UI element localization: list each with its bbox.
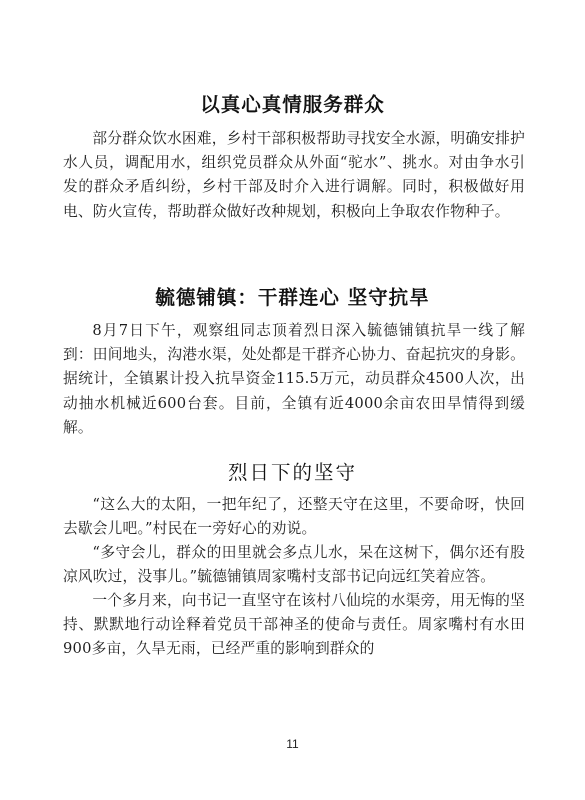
section-heading-serve-people: 以真心真情服务群众 — [200, 93, 385, 116]
section-paragraph: “多守会儿，群众的田里就会多点儿水，呆在这树下，偶尔还有股凉风吹过，没事儿。”毓德铺镇周家嘴村支部书记向远红笑着应答。 — [63, 544, 525, 586]
section-heading-yudepu-town: 毓德铺镇：干群连心 坚守抗旱 — [155, 286, 430, 309]
section-paragraph: 一个多月来，向书记一直坚守在该村八仙垸的水渠旁，用无悔的坚持、默默地行动诠释着党员干部神圣的使命与责任。周家嘴村有水田900多亩，久旱无雨，已经严重的影响到群众的 — [63, 592, 525, 658]
section-paragraph: “这么大的太阳，一把年纪了，还整天守在这里，不要命呀，快回去歇会儿吧。”村民在一旁好心的劝说。 — [63, 496, 525, 538]
page-number: 11 — [286, 737, 299, 751]
section-heading-under-scorching-sun: 烈日下的坚守 — [227, 461, 357, 484]
section-paragraph: 8月7日下午，观察组同志顶着烈日深入毓德铺镇抗旱一线了解到：田间地头，沟港水渠，处处都是干群齐心协力、奋起抗灾的身影。据统计，全镇累计投入抗旱资金115.5万元，动员群众4500人次，出动抽水机械近600台套。目前，全镇有近4000余亩农田旱情得到缓解。 — [63, 322, 525, 436]
section-paragraph: 部分群众饮水困难，乡村干部积极帮助寻找安全水源，明确安排护水人员，调配用水，组织党员群众从外面“驼水”、挑水。对由争水引发的群众矛盾纠纷，乡村干部及时介入进行调解。同时，积极做好用电、防火宣传，帮助群众做好改种规划，积极向上争取农作物种子。 — [63, 130, 525, 220]
